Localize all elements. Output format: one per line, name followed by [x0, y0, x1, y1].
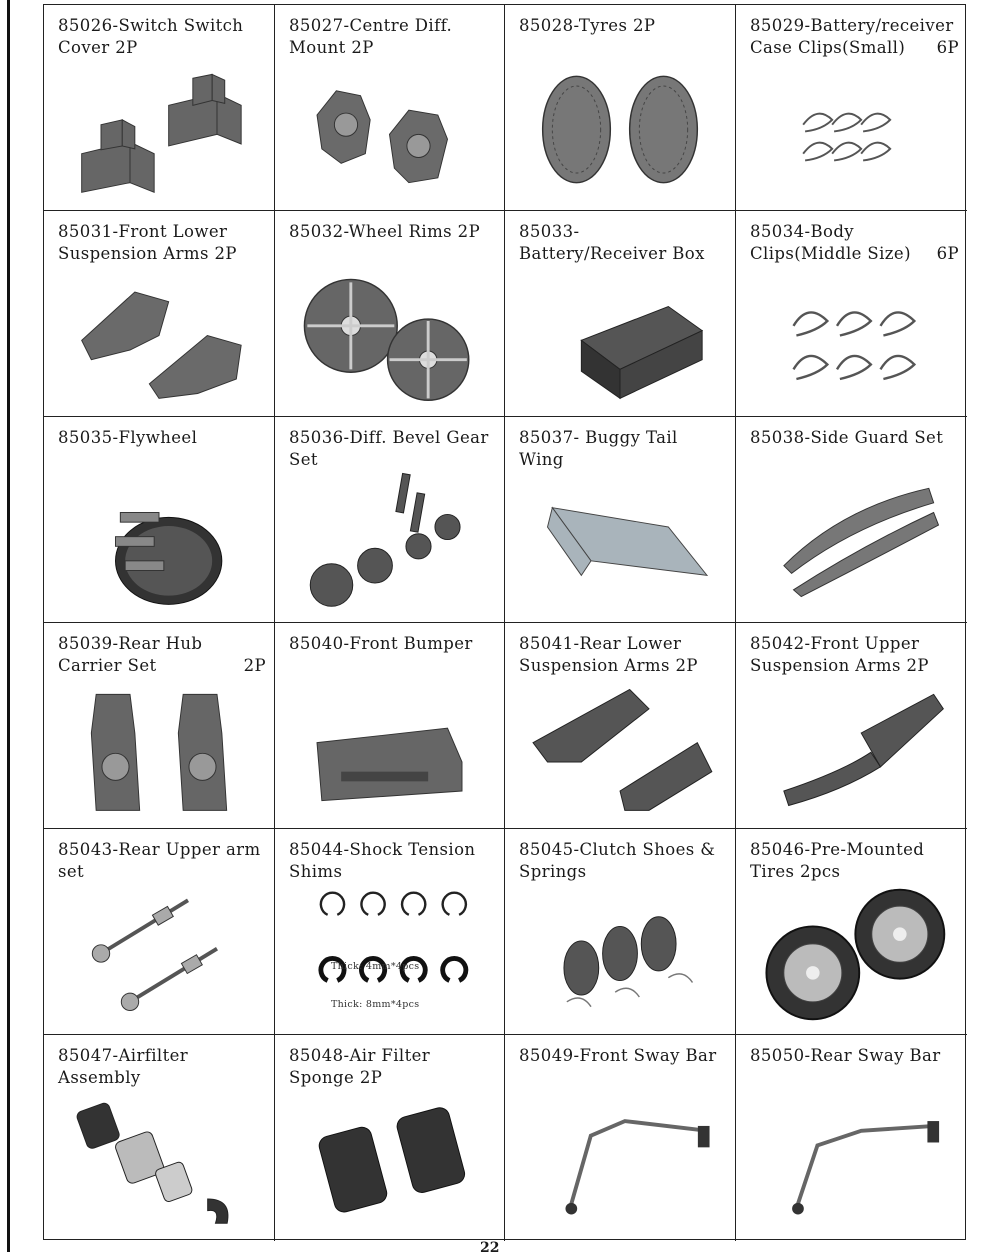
part-label: 85044-Shock Tension Shims — [289, 840, 482, 881]
part-label: 85027-Centre Diff. Mount 2P — [289, 16, 458, 57]
part-cell — [736, 5, 967, 211]
part-label: 85037- Buggy Tail Wing — [519, 428, 684, 469]
part-label: 85033-Battery/Receiver Box — [519, 222, 705, 263]
part-label: 85045-Clutch Shoes & Springs — [519, 840, 722, 881]
part-cell — [44, 829, 275, 1035]
part-cell — [44, 5, 275, 211]
shims-8mm-note: Thick: 8mm*4pcs — [331, 999, 420, 1010]
hub-carrier-icon — [52, 675, 266, 820]
part-cell — [275, 623, 505, 829]
bumper-icon — [283, 675, 496, 820]
part-cell — [275, 417, 505, 623]
part-label: 85029-Battery/receiver Case Clips(Small) 6P — [750, 16, 960, 57]
left-margin-rule — [7, 0, 10, 1252]
part-cell — [275, 5, 505, 211]
part-cell — [505, 623, 736, 829]
rear-arms-icon — [513, 675, 727, 820]
part-label: 85039-Rear Hub Carrier Set 2P — [58, 634, 266, 675]
part-label: 85032-Wheel Rims 2P — [289, 222, 481, 241]
part-label: 85035-Flywheel — [58, 428, 198, 447]
part-cell — [44, 623, 275, 829]
part-cell — [505, 5, 736, 211]
diff-mount-icon — [283, 57, 496, 202]
part-cell — [505, 829, 736, 1035]
upper-arm-set-icon — [52, 881, 266, 1026]
part-label: 85041-Rear Lower Suspension Arms 2P — [519, 634, 698, 675]
part-label: 85031-Front Lower Suspension Arms 2P — [58, 222, 237, 263]
part-cell — [736, 829, 967, 1035]
part-label: 85028-Tyres 2P — [519, 16, 656, 35]
mounted-tires-icon — [744, 881, 959, 1026]
part-label: 85034-Body Clips(Middle Size) 6P — [750, 222, 959, 263]
lower-arms-icon — [52, 263, 266, 408]
receiver-box-icon — [513, 263, 727, 408]
wheel-rims-icon — [283, 263, 496, 408]
flywheel-icon — [52, 469, 266, 614]
body-clips-icon — [744, 263, 959, 408]
bevel-gear-icon — [283, 469, 496, 614]
part-cell — [505, 1035, 736, 1241]
tail-wing-icon — [513, 469, 727, 614]
part-label: 85040-Front Bumper — [289, 634, 473, 653]
part-cell — [44, 211, 275, 417]
side-guard-icon — [744, 469, 959, 614]
parts-grid — [43, 4, 966, 1240]
part-label: 85038-Side Guard Set — [750, 428, 944, 447]
upper-arms-icon — [744, 675, 959, 820]
part-cell — [275, 1035, 505, 1241]
part-label: 85046-Pre-Mounted Tires 2pcs — [750, 840, 930, 881]
part-label: 85049-Front Sway Bar — [519, 1046, 717, 1065]
part-cell — [736, 417, 967, 623]
part-cell — [736, 211, 967, 417]
part-label: 85036-Diff. Bevel Gear Set — [289, 428, 495, 469]
clutch-shoes-icon — [513, 881, 727, 1026]
part-cell — [275, 211, 505, 417]
part-label: 85042-Front Upper Suspension Arms 2P — [750, 634, 929, 675]
clips-icon — [744, 57, 959, 202]
shims-4mm-note: Thick: 4mm*4pcs — [331, 961, 420, 972]
part-cell — [44, 1035, 275, 1241]
part-label: 85048-Air Filter Sponge 2P — [289, 1046, 436, 1087]
part-label: 85026-Switch Switch Cover 2P — [58, 16, 249, 57]
front-sway-bar-icon — [513, 1087, 727, 1233]
sponge-icon — [283, 1087, 496, 1233]
part-cell — [505, 417, 736, 623]
switch-cover-icon — [52, 57, 266, 202]
part-label: 85043-Rear Upper arm set — [58, 840, 267, 881]
page-number: 22 — [480, 1240, 500, 1256]
tyres-icon — [513, 57, 727, 202]
part-cell — [275, 829, 505, 1035]
part-cell — [736, 1035, 967, 1241]
part-cell — [736, 623, 967, 829]
airfilter-icon — [52, 1087, 266, 1233]
part-label: 85050-Rear Sway Bar — [750, 1046, 941, 1065]
part-cell — [44, 417, 275, 623]
part-cell — [505, 211, 736, 417]
rear-sway-bar-icon — [744, 1087, 959, 1233]
part-label: 85047-Airfilter Assembly — [58, 1046, 194, 1087]
